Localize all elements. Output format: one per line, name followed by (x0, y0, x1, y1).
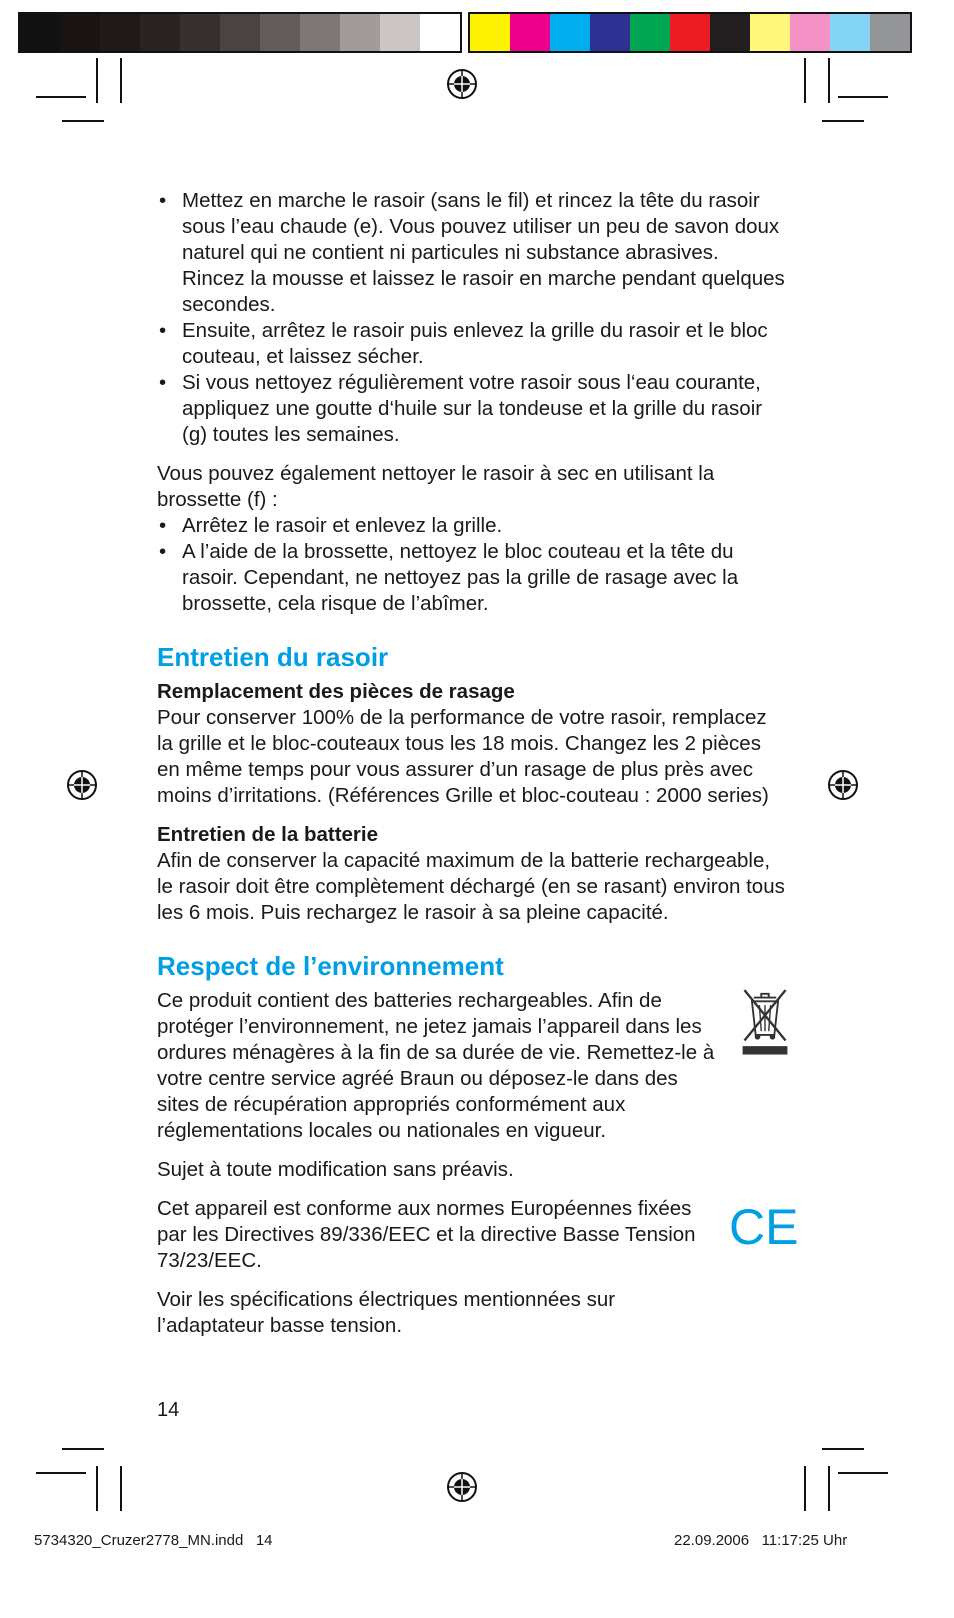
footer-file: 5734320_Cruzer2778_MN.indd 14 (34, 1532, 273, 1549)
color-swatch (60, 14, 100, 51)
footer-timestamp: 22.09.2006 11:17:25 Uhr (674, 1532, 848, 1549)
crop-mark (120, 1466, 122, 1511)
crop-mark (96, 58, 98, 103)
crossed-bin-icon (737, 980, 793, 1060)
crop-mark (96, 1466, 98, 1511)
color-swatch (100, 14, 140, 51)
battery-text: Afin de conserver la capacité maximum de la batterie rechargeable, le rasoir doit être complètement déchargé (en se rasant) environ tous les 6 mois. Puis rechargez le rasoir à sa pleine capacité. (157, 849, 785, 924)
color-swatch (550, 14, 590, 51)
grayscale-color-bar (18, 12, 462, 53)
environment-block (157, 988, 787, 1144)
color-swatch (20, 14, 60, 51)
registration-mark-icon (445, 67, 479, 101)
parts-text: Pour conserver 100% de la performance de votre rasoir, remplacez la grille et le bloc-couteaux tous les 18 mois. Changez les 2 pièces en même temps pour vous assurer d’un rasage de plus près avec moins d’irritations. (Références Grille et bloc-couteau : 2000 series) (157, 706, 769, 807)
crop-mark (36, 1472, 86, 1474)
list-item: • A l’aide de la brossette, nettoyez le bloc couteau et la tête du rasoir. Cependant, ne nettoyez pas la grille de rasage avec la brossette, cela risque de l’abîmer. (157, 539, 787, 617)
color-swatch (630, 14, 670, 51)
ce-block (157, 1196, 799, 1274)
crop-mark (838, 1472, 888, 1474)
color-swatch (590, 14, 630, 51)
color-swatch (510, 14, 550, 51)
crop-mark (804, 1466, 806, 1511)
crop-mark (120, 58, 122, 103)
color-swatch (870, 14, 910, 51)
electrical-text: Voir les spécifications électriques mentionnées sur l’adaptateur basse tension. (157, 1288, 616, 1337)
dry-clean-intro: Vous pouvez également nettoyer le rasoir à sec en utilisant la brossette (f) : (157, 462, 715, 511)
section-title-maintenance: Entretien du rasoir (157, 642, 389, 672)
color-swatch (790, 14, 830, 51)
section-title-environment: Respect de l’environnement (157, 951, 504, 981)
registration-mark-icon (65, 768, 99, 802)
crop-mark (822, 1448, 864, 1450)
color-swatch (180, 14, 220, 51)
color-swatch (420, 14, 460, 51)
list-item: • Mettez en marche le rasoir (sans le fil) et rincez la tête du rasoir sous l’eau chaude (e). Vous pouvez utiliser un peu de savon doux naturel qui ne contient ni particules ni substance abrasives. Rincez la mousse et laissez le rasoir en marche pendant quelques secondes. (157, 188, 787, 318)
color-swatch (140, 14, 180, 51)
crop-mark (828, 58, 830, 103)
crop-mark (62, 1448, 104, 1450)
color-swatch (670, 14, 710, 51)
crop-mark (828, 1466, 830, 1511)
registration-mark-icon (445, 1470, 479, 1504)
color-swatch (470, 14, 510, 51)
color-swatch (300, 14, 340, 51)
color-swatch (750, 14, 790, 51)
crop-mark (62, 120, 104, 122)
rinse-instructions-list (157, 188, 787, 448)
list-item: • Arrêtez le rasoir et enlevez la grille. (157, 513, 787, 539)
svg-text:CE: CE (729, 1199, 799, 1255)
ce-mark-icon (727, 1199, 799, 1255)
crop-mark (804, 58, 806, 103)
battery-heading: Entretien de la batterie (157, 823, 379, 846)
dry-clean-list (157, 513, 787, 617)
color-swatch (220, 14, 260, 51)
color-swatch (340, 14, 380, 51)
ce-text: Cet appareil est conforme aux normes Européennes fixées par les Directives 89/336/EEC et la directive Basse Tension 73/23/EEC. (157, 1197, 696, 1272)
list-item: • Ensuite, arrêtez le rasoir puis enlevez la grille du rasoir et le bloc couteau, et laissez sécher. (157, 318, 787, 370)
color-swatch (830, 14, 870, 51)
color-swatch (710, 14, 750, 51)
environment-text: Ce produit contient des batteries rechargeables. Afin de protéger l’environnement, ne jetez jamais l’appareil dans les ordures ménagères à la fin de sa durée de vie. Remettez-le à votre centre service agréé Braun ou déposez-le dans des sites de récupération appropriés conformément aux réglementations locales ou nationales en vigueur. (157, 989, 715, 1142)
process-color-bar (468, 12, 912, 53)
page-number: 14 (157, 1399, 180, 1421)
crop-mark (822, 120, 864, 122)
list-item: • Si vous nettoyez régulièrement votre rasoir sous l‘eau courante, appliquez une goutte d‘huile sur la tondeuse et la grille du rasoir (g) toutes les semaines. (157, 370, 787, 448)
change-notice: Sujet à toute modification sans préavis. (157, 1158, 514, 1181)
color-swatch (260, 14, 300, 51)
color-swatch (380, 14, 420, 51)
page-content (157, 188, 799, 1339)
crop-mark (838, 96, 888, 98)
crop-mark (36, 96, 86, 98)
registration-mark-icon (826, 768, 860, 802)
parts-heading: Remplacement des pièces de rasage (157, 680, 515, 703)
